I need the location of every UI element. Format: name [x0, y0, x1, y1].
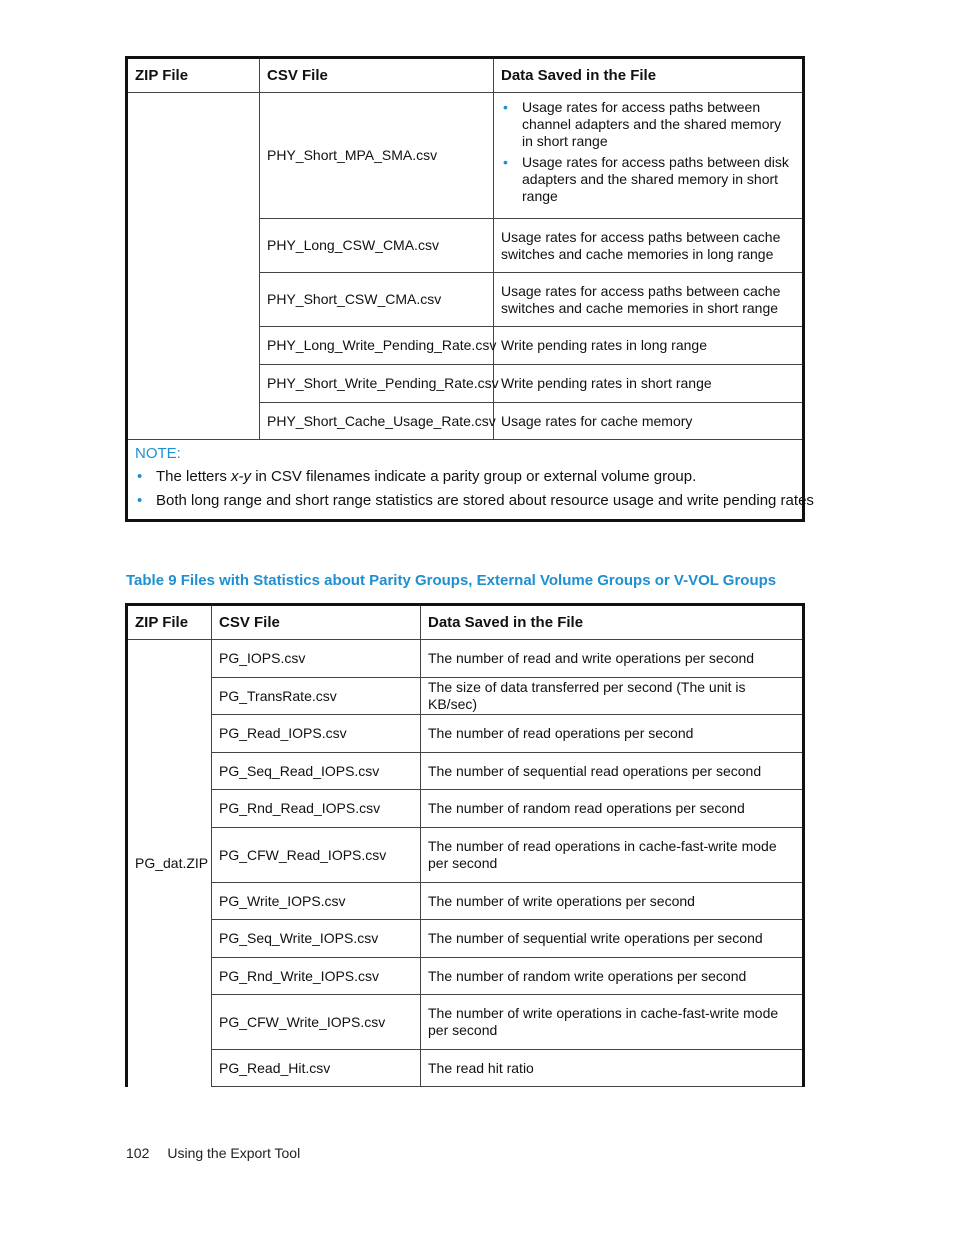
data-cell: The number of sequential write operations per second	[421, 920, 804, 958]
table-caption: Table 9 Files with Statistics about Parity Groups, External Volume Groups or V-VOL Groups	[126, 572, 777, 589]
table-row	[127, 678, 804, 715]
table-row	[127, 715, 804, 753]
data-cell: Usage rates for cache memory	[494, 403, 804, 440]
header-data-saved: Data Saved in the File	[421, 605, 804, 640]
data-cell: Write pending rates in long range	[494, 327, 804, 365]
data-cell: The number of write operations in cache-fast-write mode per second	[421, 995, 804, 1050]
page-number: 102	[126, 1145, 150, 1161]
csv-cell: PHY_Long_Write_Pending_Rate.csv	[260, 327, 494, 365]
table-row	[127, 958, 804, 995]
data-cell: The number of read operations in cache-fast-write mode per second	[421, 828, 804, 883]
csv-cell: PG_Rnd_Read_IOPS.csv	[212, 790, 421, 828]
note-text-italic: x-y	[231, 468, 252, 485]
list-item-text: Usage rates for access paths between channel adapters and the shared memory in short range	[522, 99, 782, 149]
table-row	[127, 883, 804, 920]
csv-cell: PG_Seq_Write_IOPS.csv	[212, 920, 421, 958]
data-cell: The size of data transferred per second (The unit is KB/sec)	[421, 678, 804, 715]
table-row	[127, 1050, 804, 1087]
data-cell: The number of read and write operations per second	[421, 640, 804, 678]
table-header-row	[127, 605, 804, 640]
csv-cell: PHY_Short_Cache_Usage_Rate.csv	[260, 403, 494, 440]
data-cell: Usage rates for access paths between cache switches and cache memories in short range	[494, 273, 804, 327]
data-cell: The number of random read operations per second	[421, 790, 804, 828]
note-cell	[127, 440, 814, 521]
header-csv-file: CSV File	[260, 58, 494, 93]
data-cell: The number of read operations per second	[421, 715, 804, 753]
bullet-icon: •	[137, 468, 143, 485]
zip-cell-empty	[127, 93, 260, 440]
csv-cell: PG_Seq_Read_IOPS.csv	[212, 753, 421, 790]
csv-cell: PHY_Short_MPA_SMA.csv	[260, 93, 494, 219]
csv-cell: PG_Read_IOPS.csv	[212, 715, 421, 753]
csv-cell: PG_CFW_Read_IOPS.csv	[212, 828, 421, 883]
table-row	[127, 640, 804, 678]
csv-cell: PHY_Short_Write_Pending_Rate.csv	[260, 365, 494, 403]
csv-cell: PG_Read_Hit.csv	[212, 1050, 421, 1087]
header-csv-file: CSV File	[212, 605, 421, 640]
table-9	[125, 603, 805, 1087]
bullet-icon: •	[503, 154, 508, 170]
note-list	[135, 465, 814, 513]
table-row	[127, 920, 804, 958]
list-item	[501, 99, 795, 150]
table-continued	[125, 56, 814, 522]
data-cell: The read hit ratio	[421, 1050, 804, 1087]
zip-cell: PG_dat.ZIP	[127, 640, 212, 1087]
note-row	[127, 440, 804, 521]
list-item	[135, 489, 814, 513]
note-text-after: in CSV filenames indicate a parity group or external volume group.	[251, 468, 697, 485]
data-cell: Write pending rates in short range	[494, 365, 804, 403]
bullet-list	[501, 99, 795, 205]
table-row	[127, 753, 804, 790]
list-item	[135, 465, 795, 489]
data-cell	[494, 93, 804, 219]
csv-cell: PG_TransRate.csv	[212, 678, 421, 715]
data-cell: Usage rates for access paths between cache switches and cache memories in long range	[494, 219, 804, 273]
table-row	[127, 828, 804, 883]
bullet-icon: •	[137, 492, 143, 509]
header-zip-file: ZIP File	[127, 58, 260, 93]
header-zip-file: ZIP File	[127, 605, 212, 640]
table-row	[127, 790, 804, 828]
bullet-icon: •	[503, 99, 508, 115]
table-row	[127, 93, 804, 219]
data-cell: The number of write operations per second	[421, 883, 804, 920]
list-item	[501, 154, 795, 205]
note-text: Both long range and short range statistics are stored about resource usage and write pending rates	[156, 492, 814, 509]
table-header-row	[127, 58, 804, 93]
list-item-text: Usage rates for access paths between disk adapters and the shared memory in short range	[522, 154, 789, 204]
csv-cell: PG_Write_IOPS.csv	[212, 883, 421, 920]
table-row	[127, 995, 804, 1050]
csv-cell: PHY_Short_CSW_CMA.csv	[260, 273, 494, 327]
csv-cell: PG_CFW_Write_IOPS.csv	[212, 995, 421, 1050]
csv-cell: PHY_Long_CSW_CMA.csv	[260, 219, 494, 273]
data-cell: The number of sequential read operations per second	[421, 753, 804, 790]
footer-section-title: Using the Export Tool	[167, 1145, 301, 1161]
note-label: NOTE:	[135, 445, 181, 462]
data-cell: The number of random write operations per second	[421, 958, 804, 995]
page-footer	[126, 1145, 300, 1161]
csv-cell: PG_Rnd_Write_IOPS.csv	[212, 958, 421, 995]
csv-cell: PG_IOPS.csv	[212, 640, 421, 678]
note-text-before: The letters	[156, 468, 232, 485]
header-data-saved: Data Saved in the File	[494, 58, 804, 93]
